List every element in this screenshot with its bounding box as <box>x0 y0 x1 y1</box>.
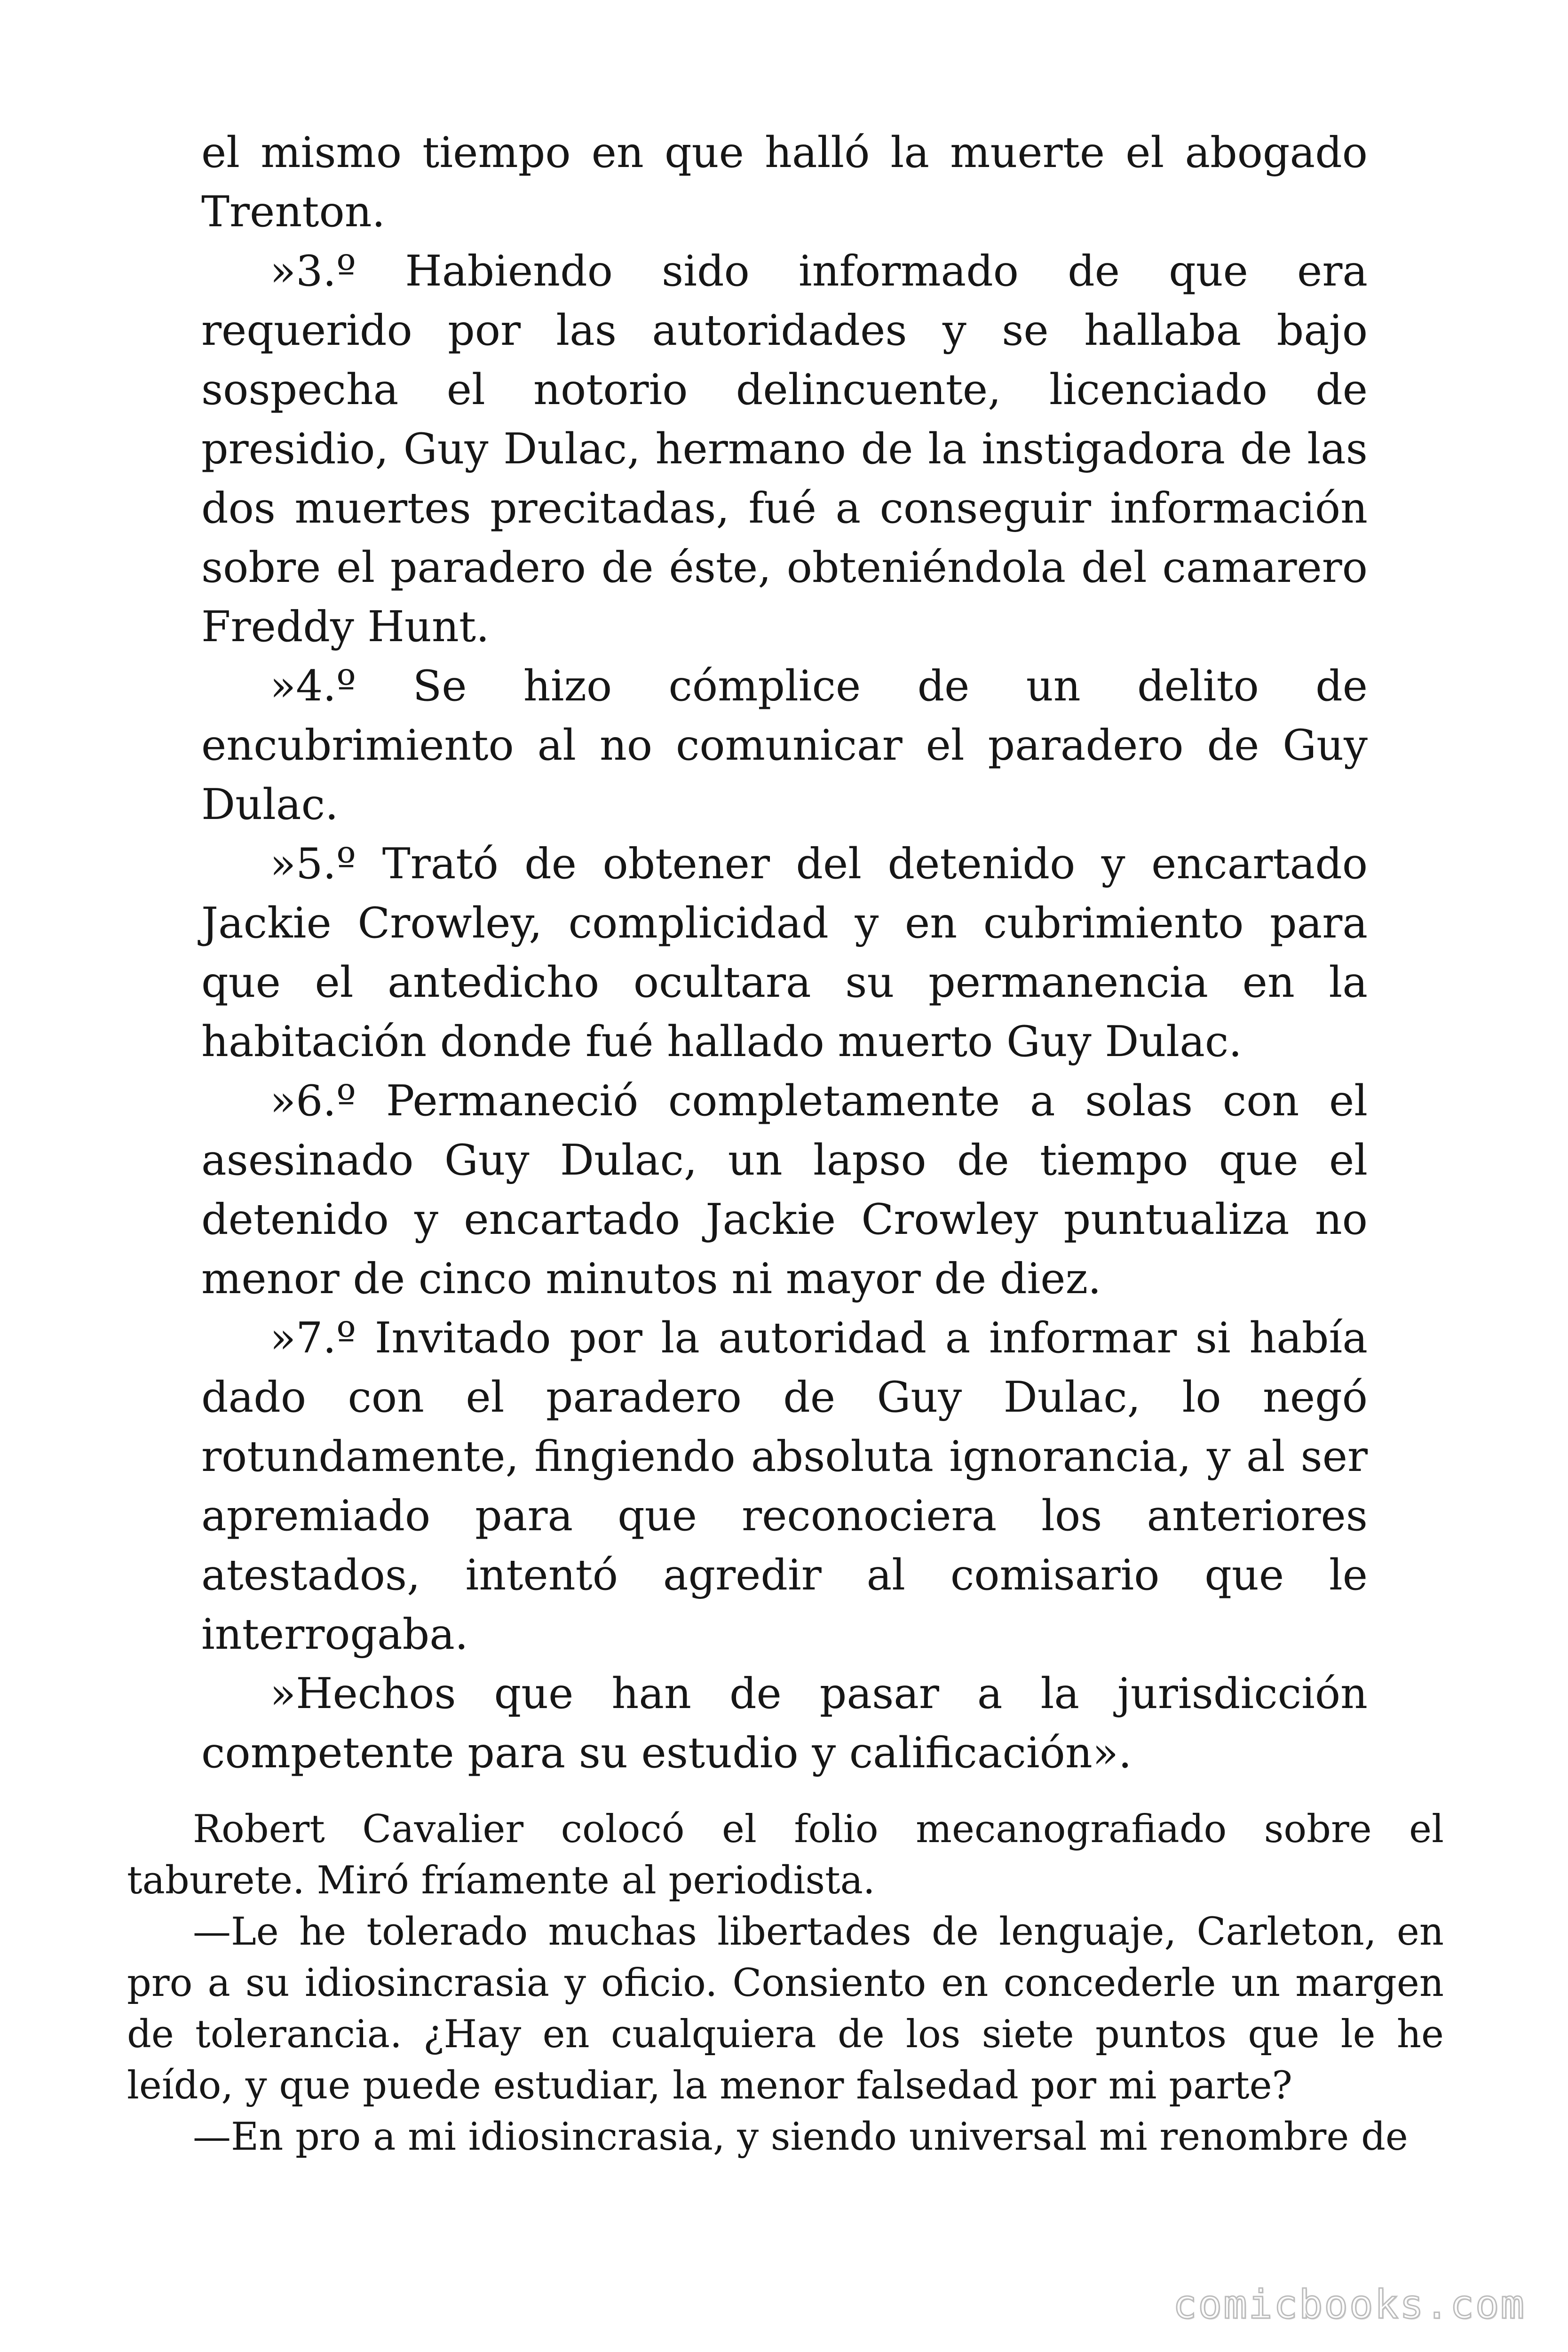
report-point-4: »4.º Se hizo cómplice de un delito de encubrimiento al no comunicar el paradero de Guy Dulac. <box>201 661 1368 829</box>
report-point-5: »5.º Trató de obtener del detenido y encartado Jackie Crowley, complicidad y en cubrimiento para que el antedicho ocultara su permanencia en la habitación donde fué hallado muerto Guy Dulac. <box>201 839 1368 1066</box>
narrative-paragraph: Robert Cavalier colocó el folio mecanografiado sobre el taburete. Miró fríamente al periodista. <box>127 1807 1444 1903</box>
report-point-6: »6.º Permaneció completamente a solas con el asesinado Guy Dulac, un lapso de tiempo que el detenido y encartado Jackie Crowley puntualiza no menor de cinco minutos ni mayor de diez. <box>201 1076 1368 1303</box>
report-point-7: »7.º Invitado por la autoridad a informar si había dado con el paradero de Guy Dulac, lo negó rotundamente, fingiendo absoluta ignorancia, y al ser apremiado para que reconociera los anteriores atestados, intentó agredir al comisario que le interrogaba. <box>201 1313 1368 1659</box>
dialogue-paragraph: —En pro a mi idiosincrasia, y siendo universal mi renombre de <box>193 2115 1408 2159</box>
dialogue-paragraph: —Le he tolerado muchas libertades de lenguaje, Carleton, en pro a su idiosincrasia y oficio. Consiento en concederle un margen de tolerancia. ¿Hay en cualquiera de los siete puntos que le he leído, y que puede estudiar, la menor falsedad por mi parte? <box>127 1910 1444 2108</box>
report-closing: »Hechos que han de pasar a la jurisdicción competente para su estudio y calificación». <box>201 1669 1368 1778</box>
report-paragraph-continuation: el mismo tiempo en que halló la muerte el abogado Trenton. <box>201 128 1368 237</box>
watermark-logo: comicbooks.com <box>1172 2281 1526 2328</box>
narrative-text <box>127 1804 1444 2163</box>
quoted-report <box>201 123 1368 1783</box>
report-point-3: »3.º Habiendo sido informado de que era requerido por las autoridades y se hallaba bajo sospecha el notorio delincuente, licenciado de presidio, Guy Dulac, hermano de la instigadora de las dos muertes precitadas, fué a conseguir información sobre el paradero de éste, obteniéndola del camarero Freddy Hunt. <box>201 246 1368 652</box>
